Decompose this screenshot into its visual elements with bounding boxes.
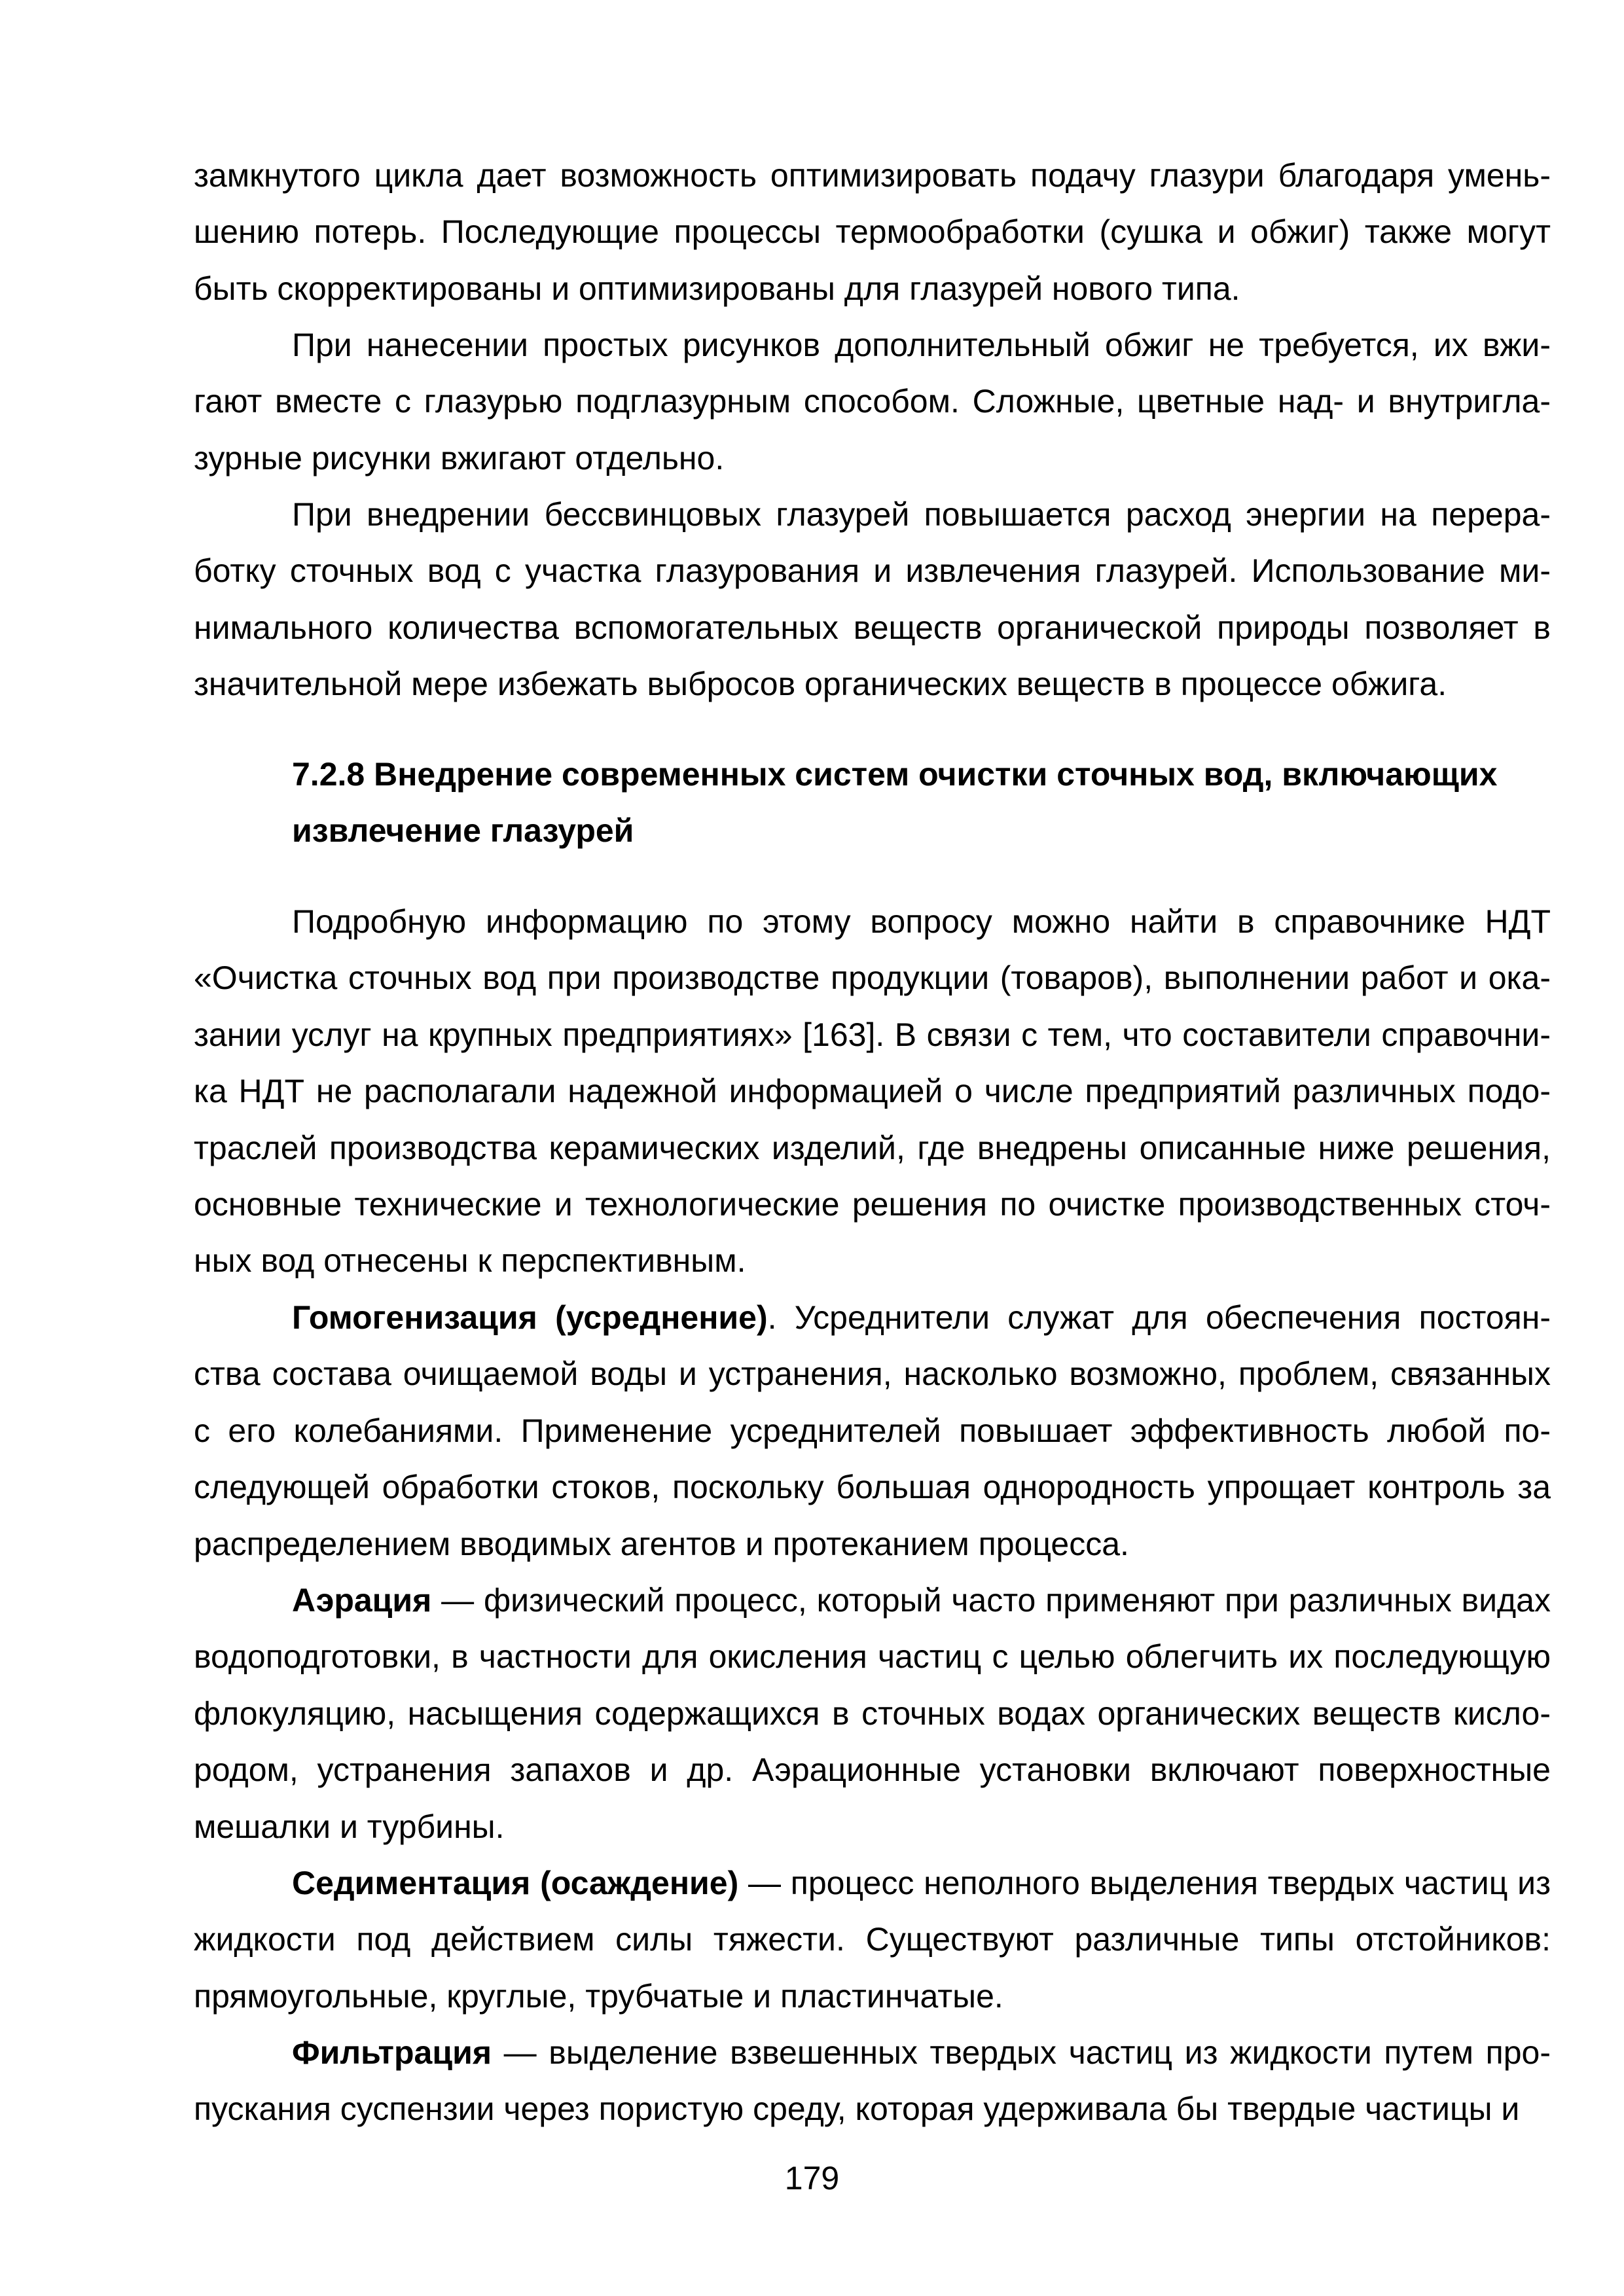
- term-sedimentation: Седиментация (осаждение): [292, 1865, 739, 1901]
- page-number: 179: [784, 2160, 840, 2197]
- term-homogenization: Гомогенизация (усреднение): [292, 1299, 768, 1336]
- term-filtration: Фильтрация: [292, 2034, 492, 2071]
- paragraph-drawings: При нанесении простых рисунков дополнительный обжиг не требуется, их вжигают вместе с глазурью подглазурным способом. Сложные, цветные над- и внутриглазурные рисунки вжигают отдельно.: [194, 327, 1551, 476]
- paragraph-filtration: Фильтрация — выделение взвешенных твердых частиц из жидкости путем пропускания суспензии через пористую среду, которая удерживала бы твердые частицы и: [194, 2034, 1551, 2128]
- paragraph-continuation: замкнутого цикла дает возможность оптимизировать подачу глазури благодаря уменьшению потерь. Последующие процессы термообработки (сушка и обжиг) также могут быть скорректированы и оптимизированы для глазурей нового типа.: [194, 157, 1551, 307]
- paragraph-lead-free-glazes: При внедрении бессвинцовых глазурей повышается расход энергии на переработку сточных вод с участка глазурования и извлечения глазурей. Использование минимального количества вспомогательных веществ органической природы позволяет в значительной мере избежать выбросов органических веществ в процессе обжига.: [194, 496, 1551, 703]
- paragraph-aeration: Аэрация — физический процесс, который часто применяют при различных видах водоподготовки, в частности для окисления частиц с целью облегчить их последующую флокуляцию, насыщения содержащихся в сточных водах органических веществ кислородом, устранения запахов и др. Аэрационные установки включают поверхностные мешалки и турбины.: [194, 1582, 1551, 1845]
- term-aeration: Аэрация: [292, 1582, 432, 1619]
- paragraph-reference: Подробную информацию по этому вопросу можно найти в справочнике НДТ «Очистка сточных вод при производстве продукции (товаров), выполнении работ и оказании услуг на крупных предприятиях» [163]. В связи с тем, что составители справочника НДТ не располагали надежной информацией о числе предприятий различных подотраслей производства керамических изделий, где внедрены описанные ниже решения, основные технические и технологические решения по очистке производственных сточных вод отнесены к перспективным.: [194, 903, 1551, 1280]
- section-heading: 7.2.8 Внедрение современных систем очистки сточных вод, включающих извлечение глазурей: [292, 756, 1498, 850]
- paragraph-sedimentation: Седиментация (осаждение) — процесс неполного выделения твердых частиц из жидкости под действием силы тяжести. Существуют различные типы отстойников: прямоугольные, круглые, трубчатые и пластинчатые.: [194, 1865, 1551, 2015]
- paragraph-homogenization: Гомогенизация (усреднение). Усреднители служат для обеспечения постоянства состава очищаемой воды и устранения, насколько возможно, проблем, связанных с его колебаниями. Применение усреднителей повышает эффективность любой последующей обработки стоков, поскольку большая однородность упрощает контроль за распределением вводимых агентов и протеканием процесса.: [194, 1299, 1551, 1562]
